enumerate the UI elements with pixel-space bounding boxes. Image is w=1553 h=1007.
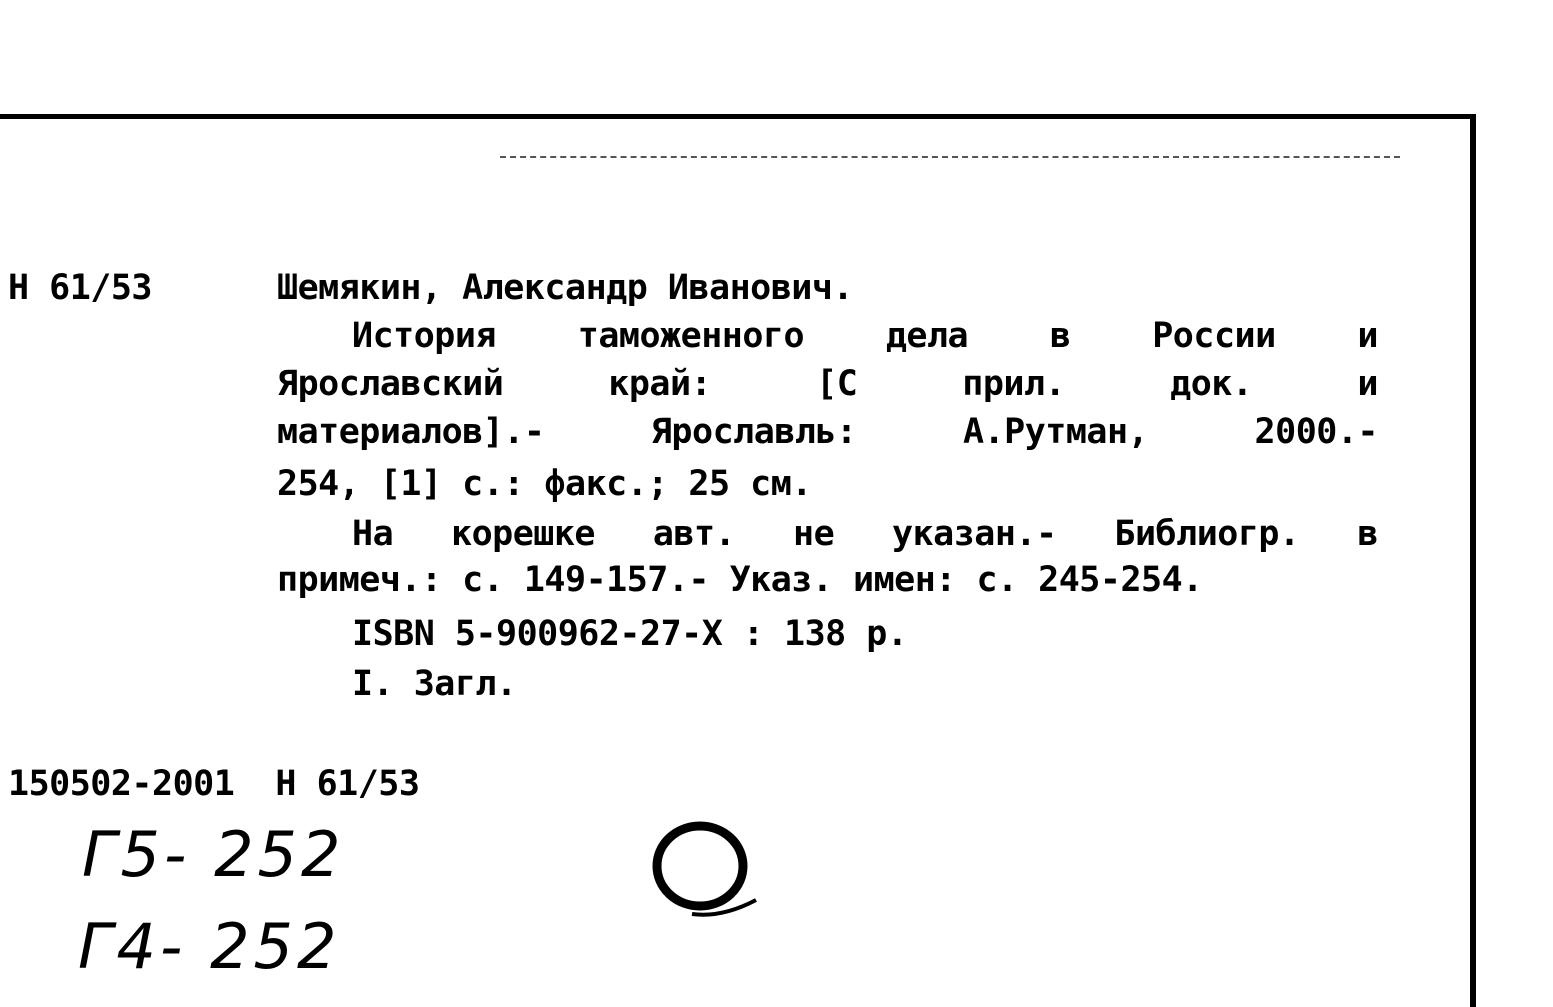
handwritten-note-2: Г4- 252 xyxy=(78,910,341,983)
dashed-rule xyxy=(500,156,1400,158)
call-number-top: Н 61/53 xyxy=(8,268,153,308)
isbn-line: ISBN 5-900962-27-X : 138 р. xyxy=(352,614,908,654)
handwritten-note-1: Г5- 252 xyxy=(82,818,345,891)
physical-description: 254, [1] с.: факс.; 25 см. xyxy=(277,464,812,504)
note-line-1: На корешке авт. не указан.- Библиогр. в xyxy=(352,514,1378,554)
author-heading: Шемякин, Александр Иванович. xyxy=(277,268,854,308)
tracing-line: I. Загл. xyxy=(352,664,517,704)
title-line-1: История таможенного дела в России и xyxy=(352,316,1378,356)
circle-stamp-icon xyxy=(652,818,762,928)
title-line-3: материалов].- Ярославль: А.Рутман, 2000.- xyxy=(277,412,1378,452)
bottom-reference: 150502-2001 Н 61/53 xyxy=(8,764,420,804)
note-line-2: примеч.: с. 149-157.- Указ. имен: с. 245-254. xyxy=(277,560,1203,600)
title-line-2: Ярославский край: [С прил. док. и xyxy=(277,364,1378,404)
